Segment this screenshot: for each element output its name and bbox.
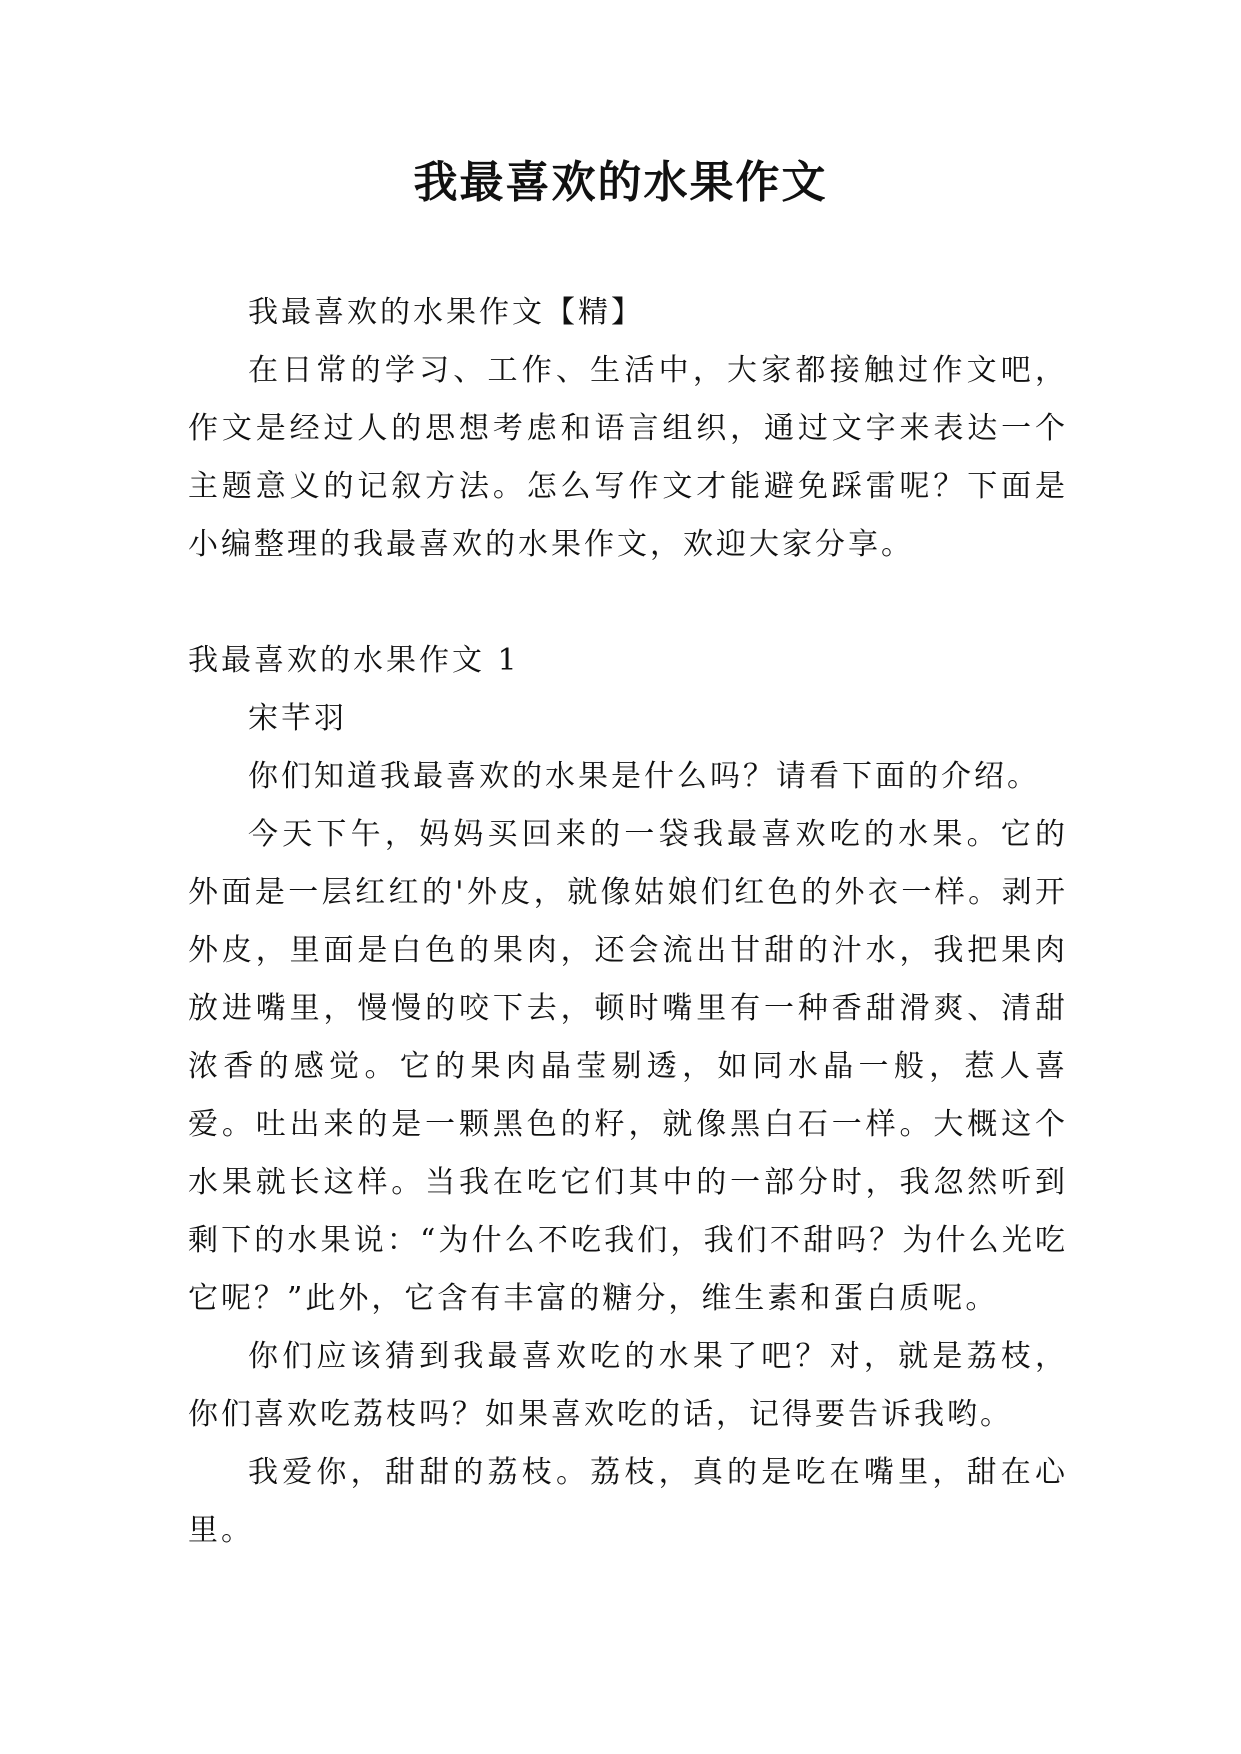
intro-paragraph: 在日常的学习、工作、生活中，大家都接触过作文吧，作文是经过人的思想考虑和语言组织，通过文字来表达一个主题意义的记叙方法。怎么写作文才能避免踩雷呢？下面是小编整理的我最喜欢的水果作文，欢迎大家分享。	[188, 353, 1068, 562]
document-body	[188, 284, 1068, 1560]
section-heading: 我最喜欢的水果作文 1	[188, 643, 520, 678]
essay-paragraph-1: 你们知道我最喜欢的水果是什么吗？请看下面的介绍。	[248, 759, 1040, 794]
section-spacer	[188, 574, 1068, 632]
intro-subtitle: 我最喜欢的水果作文【精】	[248, 295, 644, 330]
essay-paragraph-3: 你们应该猜到我最喜欢吃的水果了吧？对，就是荔枝，你们喜欢吃荔枝吗？如果喜欢吃的话，记得要告诉我哟。	[188, 1339, 1068, 1432]
essay-paragraph-4: 我爱你，甜甜的荔枝。荔枝，真的是吃在嘴里，甜在心里。	[188, 1455, 1068, 1548]
essay-paragraph-2: 今天下午，妈妈买回来的一袋我最喜欢吃的水果。它的外面是一层红红的'外皮，就像姑娘们红色的外衣一样。剥开外皮，里面是白色的果肉，还会流出甘甜的汁水，我把果肉放进嘴里，慢慢的咬下去，顿时嘴里有一种香甜滑爽、清甜浓香的感觉。它的果肉晶莹剔透，如同水晶一般，惹人喜爱。吐出来的是一颗黑色的籽，就像黑白石一样。大概这个水果就长这样。当我在吃它们其中的一部分时，我忽然听到剩下的水果说：“为什么不吃我们，我们不甜吗？为什么光吃它呢？”此外，它含有丰富的糖分，维生素和蛋白质呢。	[188, 817, 1068, 1316]
document-title: 我最喜欢的水果作文	[413, 157, 828, 208]
author-name: 宋芊羽	[248, 701, 347, 736]
